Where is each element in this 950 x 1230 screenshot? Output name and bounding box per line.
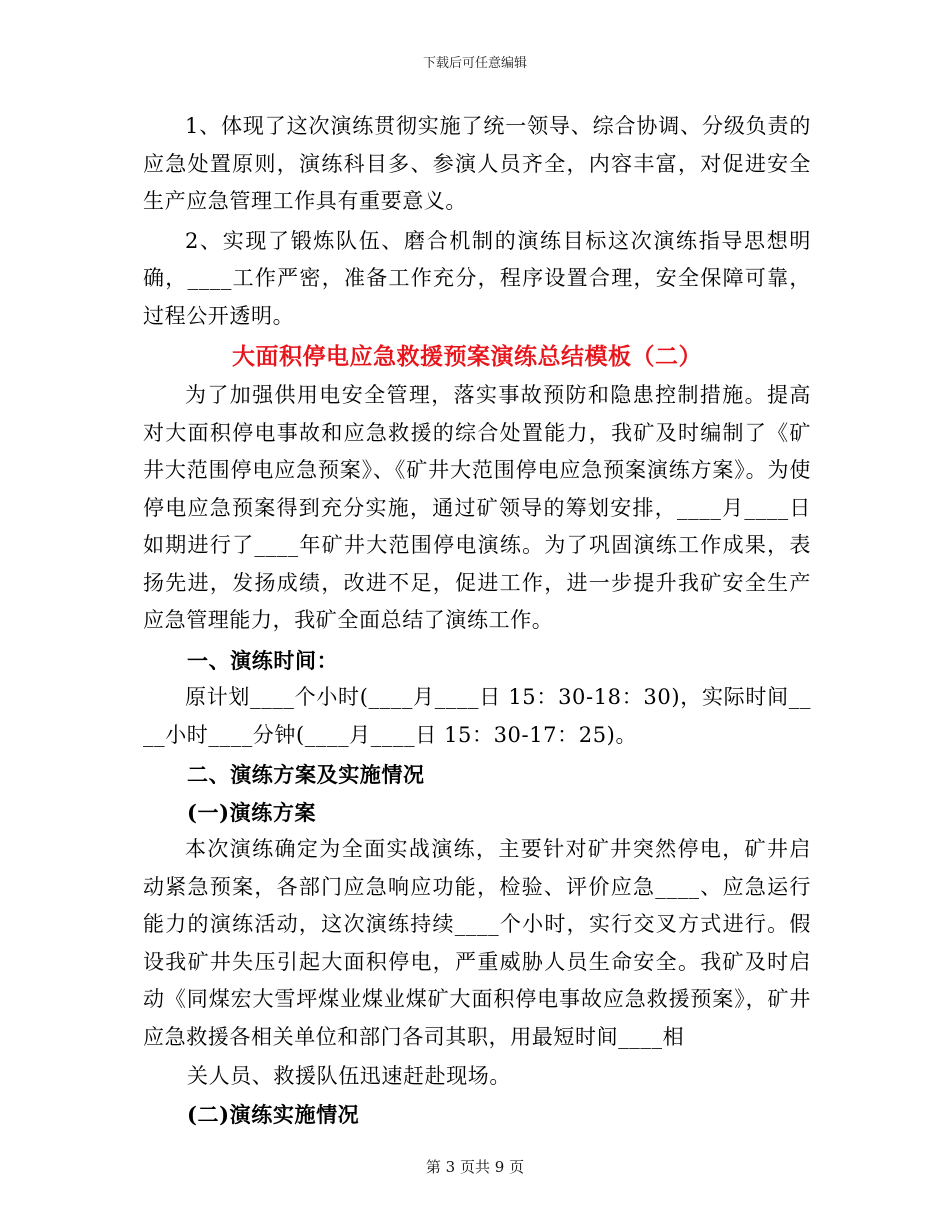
paragraph-intro: 为了加强供用电安全管理，落实事故预防和隐患控制措施。提高对大面积停电事故和应急救援的综合处置能力，我矿及时编制了《矿井大范围停电应急预案》、《矿井大范围停电应急预案演练方案》。为使停电应急预案得到充分实施，通过矿领导的筹划安排，____月____日如期进行了____年矿井大范围停电演练。为了巩固演练工作成果，表扬先进，发扬成绩，改进不足，促进工作，进一步提升我矿安全生产应急管理能力，我矿全面总结了演练工作。 [143,383,811,632]
document-body [143,108,811,1133]
page-footer: 第 3 页共 9 页 [425,1158,525,1176]
heading-implementation: (二)演练实施情况 [187,1101,360,1127]
heading-drill-plan: (一)演练方案 [187,799,317,825]
heading-plan-and-implementation: 二、演练方案及实施情况 [187,762,425,787]
paragraph-drill-time: 原计划____个小时(____月____日 15：30-18：30)，实际时间____小时____分钟(____月____日 15：30-17：25)。 [143,685,811,747]
paragraph-conclusion-1: 1、体现了这次演练贯彻实施了统一领导、综合协调、分级负责的应急处置原则，演练科目多、参演人员齐全，内容丰富，对促进安全生产应急管理工作具有重要意义。 [143,114,811,213]
paragraph-drill-plan: 本次演练确定为全面实战演练，主要针对矿井突然停电，矿井启动紧急预案，各部门应急响应功能，检验、评价应急____、应急运行能力的演练活动，这次演练持续____个小时，实行交叉方式进行。假设我矿井失压引起大面积停电，严重威胁人员生命安全。我矿及时启动《同煤宏大雪坪煤业煤业煤矿大面积停电事故应急救援预案》，矿井应急救援各相关单位和部门各司其职，用最短时间____相 [143,837,811,1049]
section-title: 大面积停电应急救援预案演练总结模板（二） [232,343,702,370]
page-header: 下载后可任意编辑 [422,56,527,71]
paragraph-conclusion-2: 2、实现了锻炼队伍、磨合机制的演练目标这次演练指导思想明确，____工作严密，准备工作充分，程序设置合理，安全保障可靠，过程公开透明。 [143,228,811,328]
paragraph-drill-plan-continued: 关人员、救援队伍迅速赶赴现场。 [187,1064,511,1088]
heading-drill-time: 一、演练时间： [187,647,339,673]
